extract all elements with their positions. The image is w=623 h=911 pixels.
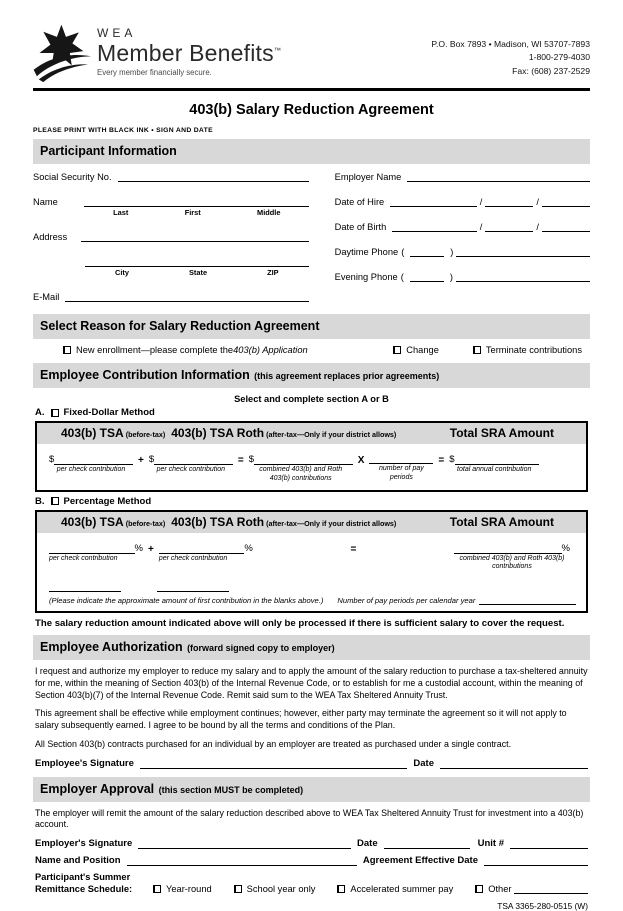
address-sublabel-zip: ZIP	[267, 268, 279, 277]
col-tsa-note-b: (before-tax)	[125, 518, 166, 528]
method-a-row	[35, 407, 590, 418]
percent-sign: %	[561, 542, 570, 554]
tsa-per-check-line[interactable]	[54, 455, 133, 465]
effective-date-line[interactable]	[484, 856, 588, 866]
date-of-hire-label: Date of Hire	[334, 197, 385, 207]
employer-name-input-line[interactable]	[407, 172, 590, 182]
combined-percent-line[interactable]	[454, 544, 562, 554]
roth-percent-line[interactable]	[159, 544, 245, 554]
accelerated-label: Accelerated summer pay	[350, 884, 454, 895]
contact-phone: 1-800-279-4030	[528, 52, 590, 63]
approval-heading-note: (this section MUST be completed)	[158, 784, 304, 795]
daytime-phone-row	[335, 247, 590, 257]
address-label: Address	[33, 232, 68, 242]
address-sublabels	[85, 268, 309, 277]
birth-year-line[interactable]	[542, 222, 590, 232]
daytime-phone-line[interactable]	[456, 247, 590, 257]
address2-input-line[interactable]	[85, 257, 309, 267]
method-b-row	[35, 496, 590, 507]
dollar-sign: $	[148, 454, 155, 465]
hire-month-line[interactable]	[390, 197, 477, 207]
first-contribution-line-1[interactable]	[49, 584, 121, 592]
reason-heading: Select Reason for Salary Reduction Agreement	[40, 319, 320, 333]
terminate-label: Terminate contributions	[485, 345, 582, 355]
section-approval	[33, 777, 590, 802]
birth-slash-1: /	[479, 222, 483, 232]
name-sublabels	[85, 208, 309, 217]
percent-sign: %	[134, 542, 143, 554]
authorization-paragraph-1: I request and authorize my employer to reduce my salary and to apply the amount of the salary reduction to purchase a tax-sheltered annuity for me, within the meaning of Section 403(b) of the Internal Revenue Code, or to establish for me a custodial account, within the meaning of Section 403(b)(7) of the Internal Revenue Code. Remit said sum to the WEA Tax Sheltered Annuity Trust.	[35, 666, 588, 700]
header	[33, 20, 590, 84]
option-terminate[interactable]	[473, 345, 582, 355]
col-tsa-note: (before-tax)	[125, 430, 166, 439]
employer-signature-label: Employer's Signature	[35, 838, 133, 849]
evening-phone-row	[335, 272, 590, 282]
remittance-options	[153, 884, 588, 895]
combined-field	[249, 454, 353, 484]
name-sublabel-first: First	[184, 208, 201, 217]
tsa-percent-field	[49, 543, 143, 564]
option-year-round[interactable]	[153, 884, 212, 894]
percent-sign: %	[244, 542, 253, 554]
ssn-row	[33, 172, 309, 182]
school-year-label: School year only	[246, 884, 316, 895]
employer-name-row	[335, 172, 590, 182]
employee-date-line[interactable]	[440, 759, 588, 769]
total-annual-label: total annual contribution	[457, 466, 532, 473]
name-sublabel-last: Last	[113, 208, 129, 217]
equals-operator-2: =	[438, 455, 445, 466]
option-accelerated[interactable]	[337, 884, 453, 894]
email-row	[33, 292, 309, 302]
unit-number-label: Unit #	[477, 838, 504, 849]
tsa-per-check-field	[49, 454, 133, 475]
logo-name	[97, 40, 281, 67]
combined-line[interactable]	[254, 455, 353, 465]
section-participant	[33, 139, 590, 164]
authorization-heading-note: (forward signed copy to employer)	[187, 643, 335, 653]
first-contribution-note: (Please indicate the approximate amount of first contribution in the blanks above.)	[49, 596, 324, 605]
remittance-schedule-label	[35, 872, 153, 895]
hire-day-line[interactable]	[485, 197, 533, 207]
col-roth-header: 403(b) TSA Roth	[171, 426, 265, 440]
tsa-percent-label: per check contribution	[49, 554, 118, 562]
combined-percent-field	[454, 543, 570, 573]
section-reason	[33, 314, 590, 339]
email-label: E-Mail	[33, 292, 60, 302]
reason-options	[63, 345, 582, 355]
col-tsa-header: 403(b) TSA	[61, 426, 124, 440]
name-row	[33, 197, 309, 207]
method-b-prefix: B.	[35, 495, 45, 507]
daytime-area-code-line[interactable]	[410, 247, 444, 257]
address-input-line[interactable]	[81, 232, 309, 242]
ssn-label: Social Security No.	[33, 172, 112, 182]
approval-heading: Employer Approval	[40, 781, 155, 796]
ssn-input-line[interactable]	[118, 172, 309, 182]
table-a-body	[37, 444, 586, 490]
combined-label: combined 403(b) and Roth 403(b) contributions	[259, 466, 343, 482]
dollar-sign: $	[248, 454, 254, 465]
authorization-heading: Employee Authorization	[40, 640, 183, 654]
name-position-line[interactable]	[127, 856, 357, 866]
pay-periods-per-year-label: Number of pay periods per calendar year	[337, 596, 476, 605]
pay-periods-field	[369, 454, 433, 483]
form-number: TSA 3365-280-0515 (W)	[497, 901, 588, 911]
logo-name-text: Member Benefits	[97, 40, 274, 66]
participant-heading: Participant Information	[40, 144, 177, 158]
change-label: Change	[406, 345, 439, 355]
evening-paren-close: )	[449, 272, 453, 282]
print-instruction: PLEASE PRINT WITH BLACK INK • SIGN AND DATE	[33, 127, 213, 134]
employer-date-line[interactable]	[384, 839, 470, 849]
table-b-note-row	[37, 592, 586, 611]
evening-paren-open: (	[400, 272, 404, 282]
plus-operator-b: +	[148, 543, 154, 555]
logo-tagline: Every member financially secure.	[97, 68, 212, 77]
method-b-label: Percentage Method	[63, 495, 152, 507]
name-sublabel-middle: Middle	[257, 208, 281, 217]
total-annual-line[interactable]	[455, 455, 540, 465]
equals-operator-b: =	[350, 543, 357, 555]
pay-periods-line[interactable]	[369, 454, 433, 464]
roth-per-check-label: per check contribution	[156, 466, 226, 473]
method-a-prefix: A.	[35, 407, 45, 418]
checkbox-new-enrollment[interactable]	[63, 346, 71, 354]
employee-signature-row	[35, 758, 588, 769]
date-of-birth-row	[335, 222, 590, 232]
roth-percent-label: per check contribution	[158, 554, 228, 562]
date-of-birth-label: Date of Birth	[334, 222, 387, 232]
evening-phone-line[interactable]	[456, 272, 590, 282]
dollar-sign: $	[449, 454, 455, 465]
checkbox-accelerated[interactable]	[337, 885, 345, 893]
equals-operator: =	[237, 455, 244, 466]
option-change[interactable]	[393, 345, 439, 355]
contribution-heading: Employee Contribution Information	[40, 368, 250, 382]
checkbox-terminate[interactable]	[473, 346, 481, 354]
employee-signature-label: Employee's Signature	[35, 757, 134, 769]
birth-month-line[interactable]	[392, 222, 476, 232]
checkbox-fixed-dollar[interactable]	[51, 409, 59, 417]
option-other[interactable]	[475, 884, 588, 894]
first-contribution-line-2[interactable]	[157, 584, 229, 592]
col-total-header: Total SRA Amount	[449, 426, 554, 440]
birth-slash-2: /	[536, 222, 539, 232]
name-position-row	[35, 855, 588, 866]
address-sublabel-state: State	[188, 268, 208, 277]
daytime-phone-label: Daytime Phone	[334, 247, 399, 257]
other-label: Other	[488, 884, 512, 895]
participant-right-col	[323, 170, 590, 302]
wea-logo	[33, 20, 281, 84]
logo-text	[97, 26, 281, 77]
section-contribution	[33, 363, 590, 388]
contact-fax: Fax: (608) 237-2529	[512, 65, 590, 76]
checkbox-change[interactable]	[393, 346, 401, 354]
new-enrollment-label-italic: 403(b) Application	[233, 345, 308, 355]
select-a-or-b-note: Select and complete section A or B	[234, 394, 389, 404]
section-authorization	[33, 635, 590, 660]
tsa-per-check-label: per check contribution	[56, 466, 126, 473]
birth-day-line[interactable]	[485, 222, 533, 232]
daytime-paren-close: )	[450, 247, 454, 257]
approval-paragraph: The employer will remit the amount of the salary reduction described above to WEA Tax Sheltered Annuity Trust for investment into a 403(b) account.	[35, 807, 584, 830]
checkbox-year-round[interactable]	[153, 885, 161, 893]
contact-block	[431, 38, 590, 78]
remittance-label-line1: Participant's Summer	[35, 872, 131, 882]
percentage-table	[35, 510, 588, 614]
evening-phone-label: Evening Phone	[334, 272, 398, 282]
tsa-percent-line[interactable]	[49, 544, 135, 554]
unit-number-line[interactable]	[510, 839, 588, 849]
pay-periods-label: number of pay periods	[378, 465, 424, 481]
date-of-hire-row	[335, 197, 590, 207]
address-row	[33, 232, 309, 242]
roth-per-check-field	[149, 454, 233, 475]
plus-operator: +	[138, 455, 144, 466]
effective-date-label: Agreement Effective Date	[362, 855, 478, 866]
roth-percent-field	[159, 543, 253, 564]
employee-signature-line[interactable]	[140, 759, 408, 769]
first-contribution-lines	[49, 584, 586, 592]
employee-date-label: Date	[413, 757, 434, 769]
other-input-line[interactable]	[514, 884, 589, 894]
authorization-paragraph-2: This agreement shall be effective while employment continues; however, either party may terminate the agreement so it will not apply to salary subsequently earned. I agree to be bound by all the terms and conditions of the Plan.	[35, 708, 567, 730]
evening-area-code-line[interactable]	[410, 272, 444, 282]
employer-name-label: Employer Name	[334, 172, 402, 182]
col-roth-note-b: (after-tax—Only if your district allows)	[266, 518, 397, 528]
participant-grid	[33, 170, 590, 302]
hire-slash-1: /	[479, 197, 483, 207]
contact-address: P.O. Box 7893 • Madison, WI 53707-7893	[431, 39, 590, 49]
name-position-label: Name and Position	[35, 855, 121, 866]
checkbox-school-year[interactable]	[234, 885, 242, 893]
option-school-year[interactable]	[234, 884, 316, 894]
col-roth-note: (after-tax—Only if your district allows)	[266, 430, 397, 439]
checkbox-percentage[interactable]	[51, 497, 59, 505]
email-input-line[interactable]	[65, 292, 308, 302]
page-title: 403(b) Salary Reduction Agreement	[189, 102, 434, 118]
employer-signature-line[interactable]	[138, 839, 351, 849]
table-b-body	[37, 533, 586, 575]
daytime-paren-open: (	[401, 247, 405, 257]
pay-periods-per-year-line[interactable]	[479, 595, 576, 605]
col-roth-header-b: 403(b) TSA Roth	[171, 514, 265, 529]
hire-year-line[interactable]	[542, 197, 590, 207]
year-round-label: Year-round	[166, 884, 212, 895]
employer-date-label: Date	[357, 838, 378, 849]
roth-per-check-line[interactable]	[154, 455, 233, 465]
method-a-label: Fixed-Dollar Method	[63, 407, 155, 418]
contribution-heading-note: (this agreement replaces prior agreements)	[254, 371, 440, 381]
col-tsa-header-b: 403(b) TSA	[61, 514, 124, 529]
name-input-line[interactable]	[84, 197, 309, 207]
name-label: Name	[33, 197, 58, 207]
total-annual-field	[449, 454, 539, 475]
table-a-header	[37, 423, 586, 444]
star-swoosh-icon	[33, 22, 95, 84]
authorization-paragraph-3: All Section 403(b) contracts purchased for an individual by an employer are treated as purchased under a single contract.	[35, 738, 512, 749]
address2-row	[33, 257, 309, 267]
employer-signature-row	[35, 838, 588, 849]
remittance-row	[35, 872, 588, 895]
dollar-sign: $	[49, 454, 55, 465]
sufficient-salary-note: The salary reduction amount indicated above will only be processed if there is sufficient salary to cover the request.	[35, 618, 565, 629]
trademark-symbol: ™	[273, 47, 282, 55]
logo-org: WEA	[97, 26, 137, 40]
new-enrollment-label: New enrollment—please complete the	[76, 345, 234, 355]
header-rule	[33, 88, 590, 91]
fixed-dollar-table	[35, 421, 588, 492]
option-new-enrollment[interactable]	[63, 345, 308, 355]
checkbox-other[interactable]	[475, 885, 483, 893]
address-sublabel-city: City	[115, 268, 129, 277]
combined-percent-label: combined 403(b) and Roth 403(b) contributions	[459, 554, 565, 571]
remittance-label-line2: Remittance Schedule:	[35, 883, 133, 894]
table-b-header	[37, 512, 586, 533]
col-total-header-b: Total SRA Amount	[449, 514, 554, 529]
times-operator: X	[357, 455, 365, 466]
participant-left-col	[33, 170, 323, 302]
hire-slash-2: /	[536, 197, 539, 207]
